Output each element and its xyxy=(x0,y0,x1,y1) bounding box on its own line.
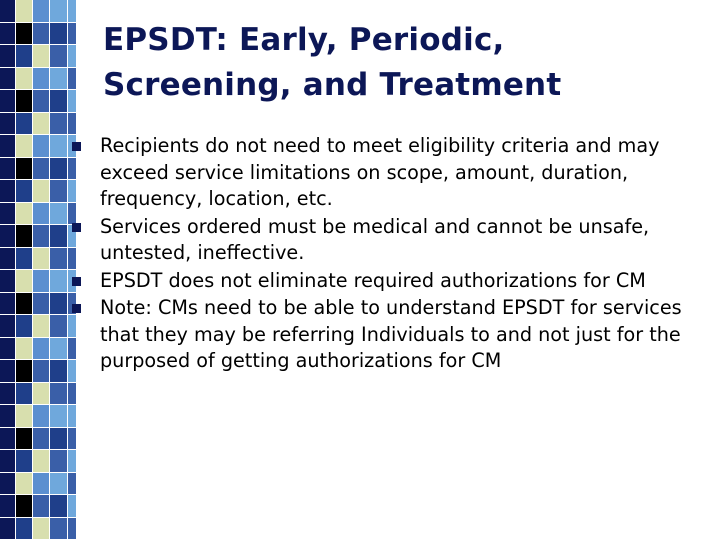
strip-tile xyxy=(50,135,68,158)
bullet-text: Recipients do not need to meet eligibility criteria and may exceed service limitations on scope, amount, duration, frequency, location, etc. xyxy=(100,134,660,210)
strip-tile xyxy=(0,518,16,540)
strip-row xyxy=(0,338,76,361)
strip-tile xyxy=(68,113,76,136)
strip-tile xyxy=(68,45,76,68)
strip-tile xyxy=(0,495,16,518)
strip-tile xyxy=(50,90,68,113)
strip-tile xyxy=(50,225,68,248)
strip-tile xyxy=(33,135,50,158)
strip-tile xyxy=(68,405,76,428)
strip-tile xyxy=(0,293,16,316)
strip-tile xyxy=(50,23,68,46)
strip-tile xyxy=(50,203,68,226)
strip-row xyxy=(0,360,76,383)
bullet-item xyxy=(72,133,712,213)
strip-tile xyxy=(68,23,76,46)
strip-tile xyxy=(16,203,33,226)
strip-tile xyxy=(16,90,33,113)
strip-tile xyxy=(33,495,50,518)
strip-tile xyxy=(50,113,68,136)
strip-row xyxy=(0,270,76,293)
strip-tile xyxy=(0,23,16,46)
strip-tile xyxy=(16,405,33,428)
strip-tile xyxy=(33,0,50,23)
square-bullet-icon xyxy=(72,223,81,232)
strip-tile xyxy=(33,225,50,248)
strip-tile xyxy=(33,68,50,91)
strip-tile xyxy=(16,473,33,496)
strip-tile xyxy=(33,360,50,383)
strip-tile xyxy=(0,338,16,361)
strip-tile xyxy=(50,383,68,406)
strip-row xyxy=(0,450,76,473)
strip-tile xyxy=(33,158,50,181)
strip-row xyxy=(0,113,76,136)
strip-tile xyxy=(0,68,16,91)
strip-tile xyxy=(50,270,68,293)
strip-tile xyxy=(33,248,50,271)
strip-tile xyxy=(0,45,16,68)
bullet-item xyxy=(72,295,712,375)
strip-tile xyxy=(50,45,68,68)
strip-tile xyxy=(33,473,50,496)
bullet-list xyxy=(72,133,712,376)
strip-tile xyxy=(0,180,16,203)
strip-tile xyxy=(33,405,50,428)
strip-tile xyxy=(0,428,16,451)
strip-tile xyxy=(50,338,68,361)
strip-tile xyxy=(0,248,16,271)
strip-tile xyxy=(33,338,50,361)
strip-tile xyxy=(0,135,16,158)
strip-tile xyxy=(0,113,16,136)
strip-tile xyxy=(16,360,33,383)
strip-tile xyxy=(16,450,33,473)
strip-tile xyxy=(68,0,76,23)
strip-row xyxy=(0,248,76,271)
strip-tile xyxy=(16,293,33,316)
strip-tile xyxy=(33,293,50,316)
bullet-text: Note: CMs need to be able to understand EPSDT for services that they may be referring Individuals to and not just for the purposed of getting authorizations for CM xyxy=(100,296,682,372)
strip-row xyxy=(0,0,76,23)
strip-tile xyxy=(16,315,33,338)
strip-tile xyxy=(0,450,16,473)
strip-tile xyxy=(68,68,76,91)
strip-tile xyxy=(33,23,50,46)
strip-tile xyxy=(16,338,33,361)
strip-row xyxy=(0,225,76,248)
strip-tile xyxy=(16,0,33,23)
strip-tile xyxy=(50,405,68,428)
strip-tile xyxy=(50,473,68,496)
strip-tile xyxy=(68,383,76,406)
strip-tile xyxy=(50,495,68,518)
strip-tile xyxy=(68,450,76,473)
strip-tile xyxy=(33,180,50,203)
strip-tile xyxy=(16,270,33,293)
strip-row xyxy=(0,293,76,316)
strip-tile xyxy=(50,180,68,203)
strip-row xyxy=(0,45,76,68)
strip-tile xyxy=(33,203,50,226)
strip-tile xyxy=(16,428,33,451)
strip-tile xyxy=(0,158,16,181)
strip-tile xyxy=(50,0,68,23)
bullet-text: EPSDT does not eliminate required authorizations for CM xyxy=(100,268,646,292)
strip-row xyxy=(0,315,76,338)
square-bullet-icon xyxy=(72,277,81,286)
strip-tile xyxy=(50,450,68,473)
strip-row xyxy=(0,158,76,181)
square-bullet-icon xyxy=(72,142,81,151)
strip-tile xyxy=(68,90,76,113)
strip-tile xyxy=(33,383,50,406)
strip-row xyxy=(0,428,76,451)
strip-tile xyxy=(33,450,50,473)
bullet-text: Services ordered must be medical and cannot be unsafe, untested, ineffective. xyxy=(100,214,650,264)
strip-row xyxy=(0,90,76,113)
strip-row xyxy=(0,180,76,203)
strip-row xyxy=(0,203,76,226)
strip-tile xyxy=(16,23,33,46)
strip-row xyxy=(0,383,76,406)
strip-row xyxy=(0,495,76,518)
strip-tile xyxy=(0,270,16,293)
strip-tile xyxy=(0,90,16,113)
strip-tile xyxy=(0,225,16,248)
strip-tile xyxy=(0,473,16,496)
strip-tile xyxy=(16,68,33,91)
strip-tile xyxy=(33,45,50,68)
strip-tile xyxy=(0,203,16,226)
bullet-item xyxy=(72,214,712,267)
strip-tile xyxy=(16,135,33,158)
strip-tile xyxy=(68,495,76,518)
strip-tile xyxy=(33,315,50,338)
strip-tile xyxy=(50,518,68,540)
strip-tile xyxy=(50,428,68,451)
strip-tile xyxy=(16,248,33,271)
strip-row xyxy=(0,518,76,540)
strip-tile xyxy=(16,158,33,181)
square-bullet-icon xyxy=(72,304,81,313)
slide-title: EPSDT: Early, Periodic, Screening, and Treatment xyxy=(103,22,562,103)
strip-tile xyxy=(50,360,68,383)
strip-tile xyxy=(0,405,16,428)
strip-tile xyxy=(0,315,16,338)
strip-tile xyxy=(50,68,68,91)
strip-tile xyxy=(0,0,16,23)
strip-row xyxy=(0,473,76,496)
strip-tile xyxy=(33,90,50,113)
strip-tile xyxy=(16,518,33,540)
decorative-strip xyxy=(0,0,76,540)
strip-tile xyxy=(16,225,33,248)
strip-tile xyxy=(16,113,33,136)
strip-tile xyxy=(50,248,68,271)
strip-row xyxy=(0,23,76,46)
strip-tile xyxy=(16,383,33,406)
strip-tile xyxy=(50,315,68,338)
strip-tile xyxy=(50,293,68,316)
bullet-item xyxy=(72,268,712,295)
strip-tile xyxy=(16,495,33,518)
strip-tile xyxy=(33,270,50,293)
strip-row xyxy=(0,135,76,158)
strip-tile xyxy=(33,113,50,136)
strip-tile xyxy=(68,473,76,496)
strip-tile xyxy=(16,45,33,68)
strip-tile xyxy=(68,518,76,540)
strip-row xyxy=(0,68,76,91)
strip-tile xyxy=(0,360,16,383)
strip-row xyxy=(0,405,76,428)
strip-tile xyxy=(33,428,50,451)
strip-tile xyxy=(16,180,33,203)
strip-tile xyxy=(0,383,16,406)
strip-tile xyxy=(68,428,76,451)
strip-tile xyxy=(50,158,68,181)
strip-tile xyxy=(33,518,50,540)
